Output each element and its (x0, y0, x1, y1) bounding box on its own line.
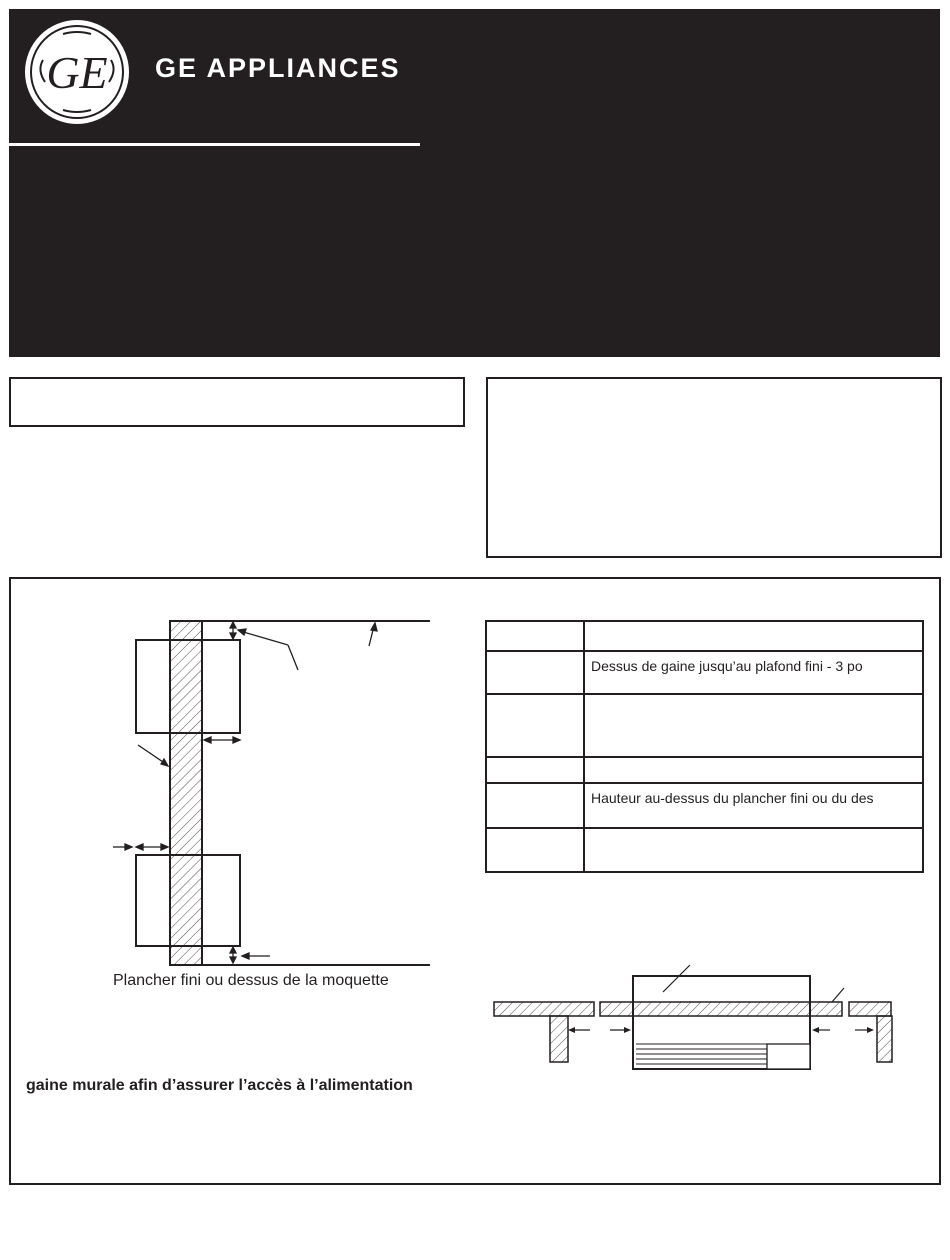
table-cell-label (486, 621, 584, 651)
table-cell-label (486, 694, 584, 757)
table-row (486, 651, 923, 694)
svg-text:GE: GE (46, 47, 108, 98)
table-cell-value: Dessus de gaine jusqu’au plafond fini - 3 po (584, 651, 923, 694)
table-cell-value (584, 694, 923, 757)
table-row (486, 783, 923, 828)
table-row (486, 621, 923, 651)
table-cell-value (584, 828, 923, 872)
table-cell-value: Hauteur au-dessus du plancher fini ou du des (584, 783, 923, 828)
table-cell-label (486, 783, 584, 828)
table-row (486, 694, 923, 757)
upper-unit-sleeve-fill (170, 640, 202, 733)
table-row (486, 757, 923, 783)
table-cell-label (486, 828, 584, 872)
brand-name: GE APPLIANCES (155, 53, 401, 83)
table-cell-label (486, 651, 584, 694)
plan-view (494, 965, 892, 1069)
table-cell-value (584, 621, 923, 651)
spec-table (485, 620, 924, 873)
lower-unit-sleeve-fill (170, 855, 202, 946)
access-note: gaine murale afin d’assurer l’accès à l’alimentation (26, 1077, 413, 1094)
table-cell-label (486, 757, 584, 783)
table-cell-value (584, 757, 923, 783)
table-row (486, 828, 923, 872)
floor-caption: Plancher fini ou dessus de la moquette (113, 972, 389, 989)
